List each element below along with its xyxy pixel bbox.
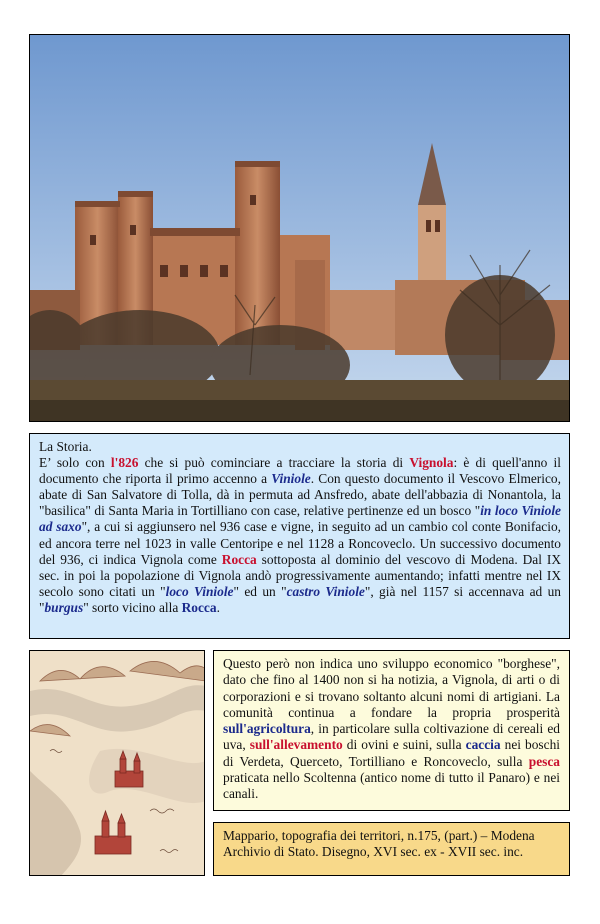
story-text-segment: sottoposta al dominio del vescovo di Modena. Dal IX sec. in poi la popolazione di Vignola andò progressivamente aumentando; infatti mentre nel IX secolo sono citati un " [39, 551, 561, 599]
highlight-burgus: burgus [44, 599, 84, 615]
info-text-segment: Questo però non indica uno sviluppo economico "borghese", dato che fino al 1400 non si ha notizia, a Vignola, di arti o di corporazioni e si trovano soltanto alcuni nomi di artigiani. La comunità continua a fondare la propria prosperità [223, 656, 560, 720]
story-title: La Storia. [39, 439, 92, 454]
vignola-castle-illustration [30, 35, 570, 422]
info-text-segment: , in particolare sulla coltivazione di cereali ed uva, [223, 721, 560, 753]
highlight-allevamento: sull'allevamento [249, 737, 343, 753]
story-text-segment: . Con questo documento il Vescovo Elmerico, abate di San Salvatore di Tolla, dà in permuta ad Ansfredo, abate dell'abbazia di Nonantola, la "basilica" di Santa Maria in Tortilliano con case, relative pertinenze ed un bosco " [39, 471, 561, 519]
story-text-segment: E’ solo con [39, 455, 111, 471]
story-text-segment: . [216, 599, 220, 615]
story-text [39, 455, 561, 615]
map-caption: Mappario, topografia dei territori, n.175, (part.) – Modena Archivio di Stato. Disegno, XVI sec. ex - XVII sec. inc. [223, 828, 535, 860]
story-text-segment: ", a cui si aggiunsero nel 936 case e vigne, in seguito ad un cambio col conte Bonifacio, ed ancora terre nel 1023 in valle Centoripe e nel 1128 a Roncoveclo. Un successivo documento del 936, ci indica Vignola come [39, 519, 561, 567]
castle-photo [29, 34, 570, 422]
highlight-rocca: Rocca [221, 551, 257, 567]
map-illustration [30, 651, 205, 876]
story-text-segment: che si può cominciare a tracciare la storia di [138, 455, 410, 471]
info-text-box [213, 650, 570, 811]
story-text-segment: : è di quell'anno il documento che riporta il primo accenno a [39, 455, 561, 487]
highlight-rocca-end: Rocca [181, 599, 217, 615]
highlight-year: l'826 [110, 455, 139, 471]
info-text-segment: praticata nello Scoltenna (antico nome di tutto il Panaro) e nei canali. [223, 770, 560, 802]
story-text-segment: " sorto vicino alla [83, 599, 182, 615]
highlight-caccia: caccia [465, 737, 501, 753]
highlight-in-loco-viniole: in loco Viniole ad saxo [39, 503, 561, 535]
map-caption-box [213, 822, 570, 876]
highlight-pesca: pesca [528, 753, 560, 769]
info-text-segment: di ovini e suini, sulla [342, 737, 466, 753]
highlight-castro-viniole: castro Viniole [286, 583, 365, 599]
info-text-segment: nei boschi di Verdeta, Querceto, Tortilliano e Roncoveclo, sulla [223, 737, 561, 769]
story-text-box [29, 433, 570, 639]
historical-map-image [29, 650, 205, 876]
highlight-vignola: Vignola [409, 455, 454, 471]
info-text [223, 656, 560, 801]
story-text-segment: ", già nel 1157 si accennava ad un " [39, 583, 561, 615]
highlight-loco-viniole: loco Viniole [165, 583, 234, 599]
highlight-viniole: Viniole [271, 471, 311, 487]
highlight-agricoltura: sull'agricoltura [223, 721, 311, 737]
story-text-segment: " ed un " [233, 583, 287, 599]
